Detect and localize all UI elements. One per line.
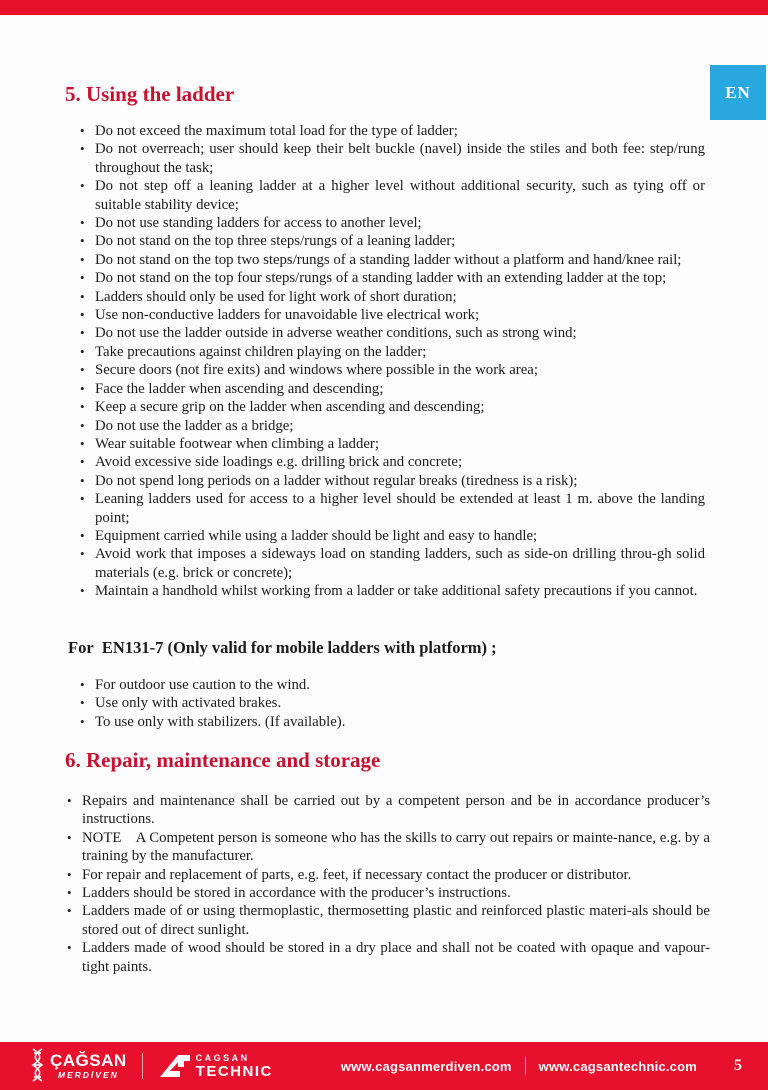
section6-bullet-item: • For repair and replacement of parts, e.g. feet, if necessary contact the producer or distributor. bbox=[65, 866, 710, 884]
section5-bullet-item: • Do not spend long periods on a ladder without regular breaks (tiredness is a risk); bbox=[78, 472, 705, 490]
section5-title: 5. Using the ladder bbox=[65, 82, 235, 106]
section5-bullet-item: • Do not overreach; user should keep their belt buckle (navel) inside the stiles and both fee: step/rung throughout the task; bbox=[78, 140, 705, 177]
cagsan-technic-logo bbox=[158, 1053, 273, 1080]
section5-bullet-item: • Do not step off a leaning ladder at a higher level without additional security, such as tying off or suitable stability device; bbox=[78, 177, 705, 214]
footer-divider bbox=[142, 1053, 143, 1079]
cagsan-merdiven-subtext: MERDİVEN bbox=[57, 1070, 119, 1081]
section6-bullet-item: • Ladders made of or using thermoplastic, thermosetting plastic and reinforced plastic materi-als should be stored out of direct sunlight. bbox=[65, 902, 710, 939]
section5-bullet-item: • Keep a secure grip on the ladder when ascending and descending; bbox=[78, 398, 705, 416]
dna-helix-icon bbox=[30, 1048, 45, 1084]
section5-bullet-item: • Do not use the ladder outside in adverse weather conditions, such as strong wind; bbox=[78, 324, 705, 342]
section6-title: 6. Repair, maintenance and storage bbox=[65, 748, 381, 772]
section5-bullet-item: • Avoid work that imposes a sideways load on standing ladders, such as side-on drilling throu-gh solid materials (e.g. brick or concrete); bbox=[78, 545, 705, 582]
technic-logo-icon bbox=[158, 1053, 190, 1080]
cagsan-merdiven-logo bbox=[50, 1052, 127, 1080]
section5-bullet-item: • Do not use standing ladders for access to another level; bbox=[78, 214, 705, 232]
section5-bullet-item: • Take precautions against children playing on the ladder; bbox=[78, 343, 705, 361]
section5-bullet-item: • Do not stand on the top four steps/rungs of a standing ladder with an extending ladder at the top; bbox=[78, 269, 705, 287]
top-red-bar bbox=[0, 0, 768, 15]
cagsan-technic-bottom: TECHNIC bbox=[195, 1062, 273, 1080]
en131-bullet-item: • To use only with stabilizers. (If available). bbox=[78, 713, 705, 731]
en131-bullet-item: • Use only with activated brakes. bbox=[78, 694, 705, 712]
language-badge-label: EN bbox=[725, 82, 751, 102]
en131-bullet-list bbox=[78, 676, 705, 731]
section6-bullet-item: • Ladders made of wood should be stored in a dry place and shall not be coated with opaque and vapour-tight paints. bbox=[65, 939, 710, 976]
section6-bullet-item: • NOTE A Competent person is someone who has the skills to carry out repairs or mainte-nance, e.g. by a training by the manufacturer. bbox=[65, 829, 710, 866]
section5-bullet-item: • Leaning ladders used for access to a higher level should be extended at least 1 m. above the landing point; bbox=[78, 490, 705, 527]
cagsan-technic-top: CAGSAN bbox=[195, 1052, 250, 1063]
cagsan-technic-text bbox=[196, 1054, 273, 1079]
section5-bullet-item: • Do not stand on the top two steps/rungs of a standing ladder without a platform and hand/knee rail; bbox=[78, 251, 705, 269]
section5-bullet-item: • Do not exceed the maximum total load for the type of ladder; bbox=[78, 122, 705, 140]
footer-bar bbox=[0, 1042, 768, 1090]
website-technic: www.cagsantechnic.com bbox=[538, 1058, 697, 1074]
section6-bullet-item: • Repairs and maintenance shall be carried out by a competent person and be in accordance producer’s instructions. bbox=[65, 792, 710, 829]
language-badge bbox=[710, 65, 766, 120]
en131-bullet-item: • For outdoor use caution to the wind. bbox=[78, 676, 705, 694]
section5-bullet-item: • Wear suitable footwear when climbing a ladder; bbox=[78, 435, 705, 453]
section5-bullet-item: • Maintain a handhold whilst working from a ladder or take additional safety precautions if you cannot. bbox=[78, 582, 705, 600]
section5-bullet-item: • Secure doors (not fire exits) and windows where possible in the work area; bbox=[78, 361, 705, 379]
en131-heading: For EN131-7 (Only valid for mobile ladders with platform) ; bbox=[68, 638, 497, 657]
section5-bullet-item: • Do not use the ladder as a bridge; bbox=[78, 417, 705, 435]
section6-bullet-list bbox=[65, 792, 710, 976]
section5-bullet-list bbox=[78, 122, 705, 601]
section5-bullet-item: • Avoid excessive side loadings e.g. drilling brick and concrete; bbox=[78, 453, 705, 471]
website-merdiven: www.cagsanmerdiven.com bbox=[340, 1058, 512, 1074]
section5-bullet-item: • Equipment carried while using a ladder should be light and easy to handle; bbox=[78, 527, 705, 545]
section5-bullet-item: • Face the ladder when ascending and descending; bbox=[78, 380, 705, 398]
website-divider bbox=[525, 1057, 526, 1075]
cagsan-merdiven-wordmark: ÇAĞSAN bbox=[50, 1051, 127, 1071]
section5-bullet-item: • Use non-conductive ladders for unavoidable live electrical work; bbox=[78, 306, 705, 324]
section6-bullet-item: • Ladders should be stored in accordance with the producer’s instructions. bbox=[65, 884, 710, 902]
section5-bullet-item: • Ladders should only be used for light work of short duration; bbox=[78, 288, 705, 306]
page-number: 5 bbox=[734, 1057, 742, 1074]
section5-bullet-item: • Do not stand on the top three steps/rungs of a leaning ladder; bbox=[78, 232, 705, 250]
